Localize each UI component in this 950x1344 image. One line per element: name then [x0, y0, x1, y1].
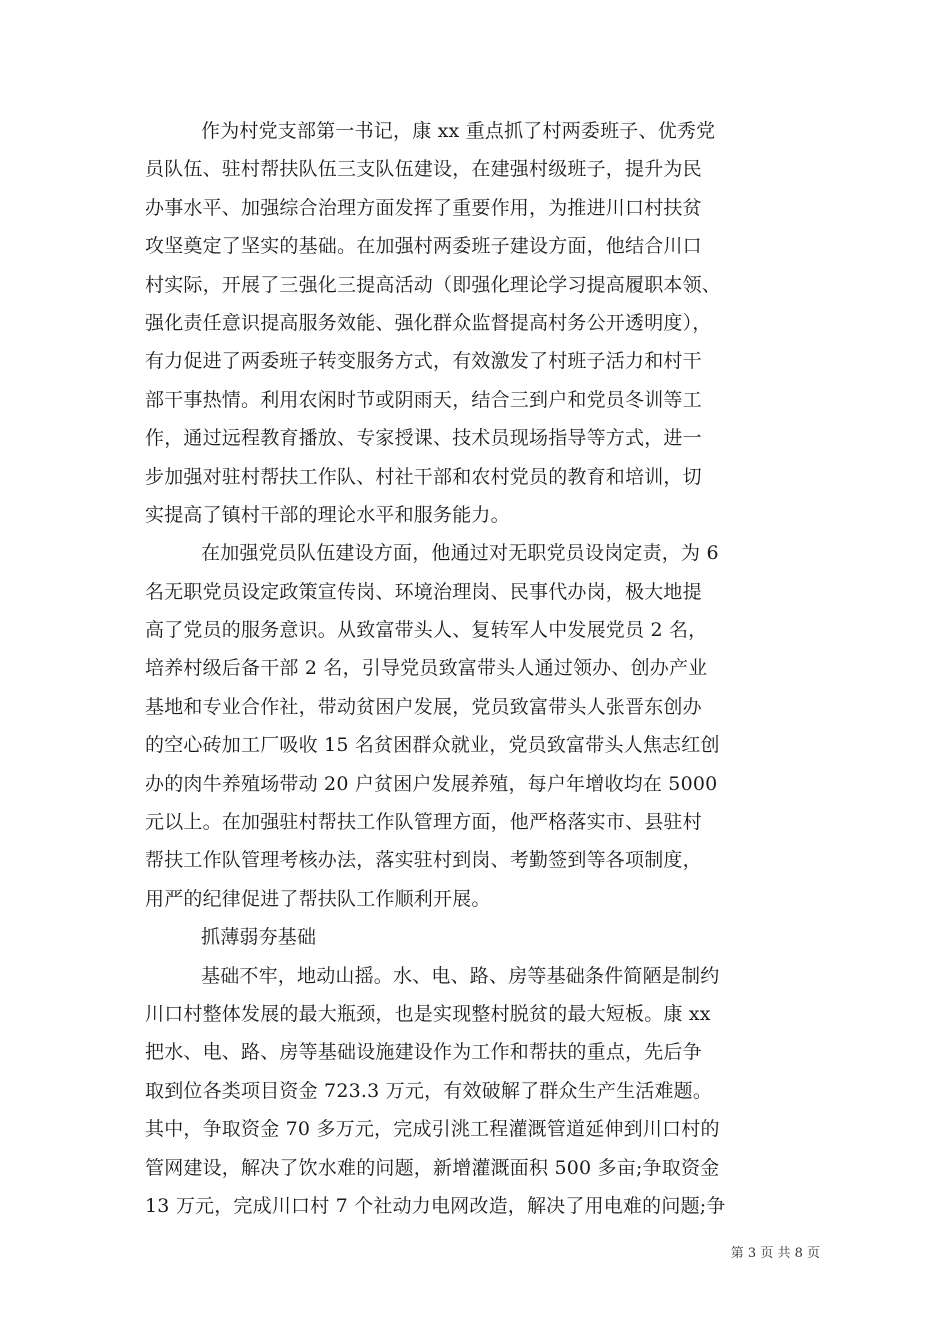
page-number: 第 3 页 共 8 页 [730, 1246, 820, 1261]
paragraph-line: 办事水平、加强综合治理方面发挥了重要作用，为推进川口村扶贫 [145, 196, 702, 219]
paragraph-line: 13 万元，完成川口村 7 个社动力电网改造，解决了用电难的问题;争 [145, 1194, 726, 1217]
paragraph-line: 攻坚奠定了坚实的基础。在加强村两委班子建设方面，他结合川口 [145, 235, 702, 258]
paragraph-line: 基地和专业合作社，带动贫困户发展，党员致富带头人张晋东创办 [145, 695, 702, 718]
paragraph-line: 培养村级后备干部 2 名，引导党员致富带头人通过领办、创办产业 [145, 657, 708, 680]
paragraph-line: 管网建设，解决了饮水难的问题，新增灌溉面积 500 多亩;争取资金 [145, 1156, 720, 1179]
paragraph-line: 其中，争取资金 70 多万元，完成引洮工程灌溉管道延伸到川口村的 [145, 1118, 720, 1141]
paragraph-line: 有力促进了两委班子转变服务方式，有效激发了村班子活力和村干 [145, 350, 702, 373]
section-heading: 抓薄弱夯基础 [201, 926, 317, 949]
paragraph-line: 高了党员的服务意识。从致富带头人、复转军人中发展党员 2 名， [145, 619, 708, 642]
paragraph-line: 在加强党员队伍建设方面，他通过对无职党员设岗定责，为 6 [201, 542, 719, 565]
paragraph-line: 强化责任意识提高服务效能、强化群众监督提高村务公开透明度）， [145, 311, 712, 334]
paragraph-line: 作为村党支部第一书记，康 xx 重点抓了村两委班子、优秀党 [201, 120, 716, 142]
paragraph-line: 名无职党员设定政策宣传岗、环境治理岗、民事代办岗，极大地提 [145, 580, 702, 603]
paragraph-line: 村实际，开展了三强化三提高活动（即强化理论学习提高履职本领、 [145, 273, 722, 296]
paragraph-line: 作，通过远程教育播放、专家授课、技术员现场指导等方式，进一 [145, 427, 702, 450]
paragraph-line: 实提高了镇村干部的理论水平和服务能力。 [145, 503, 510, 526]
paragraph-line: 的空心砖加工厂吸收 15 名贫困群众就业，党员致富带头人焦志红创 [145, 734, 720, 757]
paragraph-line: 川口村整体发展的最大瓶颈，也是实现整村脱贫的最大短板。康 xx [145, 1002, 711, 1025]
paragraph-line: 用严的纪律促进了帮扶队工作顺利开展。 [145, 887, 491, 910]
body-text [145, 112, 809, 1225]
paragraph-line: 部干事热情。利用农闲时节或阴雨天，结合三到户和党员冬训等工 [145, 388, 702, 411]
paragraph-line: 帮扶工作队管理考核办法，落实驻村到岗、考勤签到等各项制度， [145, 849, 702, 872]
paragraph-line: 把水、电、路、房等基础设施建设作为工作和帮扶的重点，先后争 [145, 1041, 702, 1064]
paragraph-line: 取到位各类项目资金 723.3 万元，有效破解了群众生产生活难题。 [145, 1079, 713, 1102]
paragraph-line: 基础不牢，地动山摇。水、电、路、房等基础条件简陋是制约 [201, 964, 720, 987]
paragraph-line: 员队伍、驻村帮扶队伍三支队伍建设，在建强村级班子，提升为民 [145, 158, 702, 181]
paragraph-line: 办的肉牛养殖场带动 20 户贫困户发展养殖，每户年增收均在 5000 [145, 772, 718, 795]
paragraph-line: 步加强对驻村帮扶工作队、村社干部和农村党员的教育和培训，切 [145, 465, 702, 488]
paragraph-line: 元以上。在加强驻村帮扶工作队管理方面，他严格落实市、县驻村 [145, 811, 702, 834]
